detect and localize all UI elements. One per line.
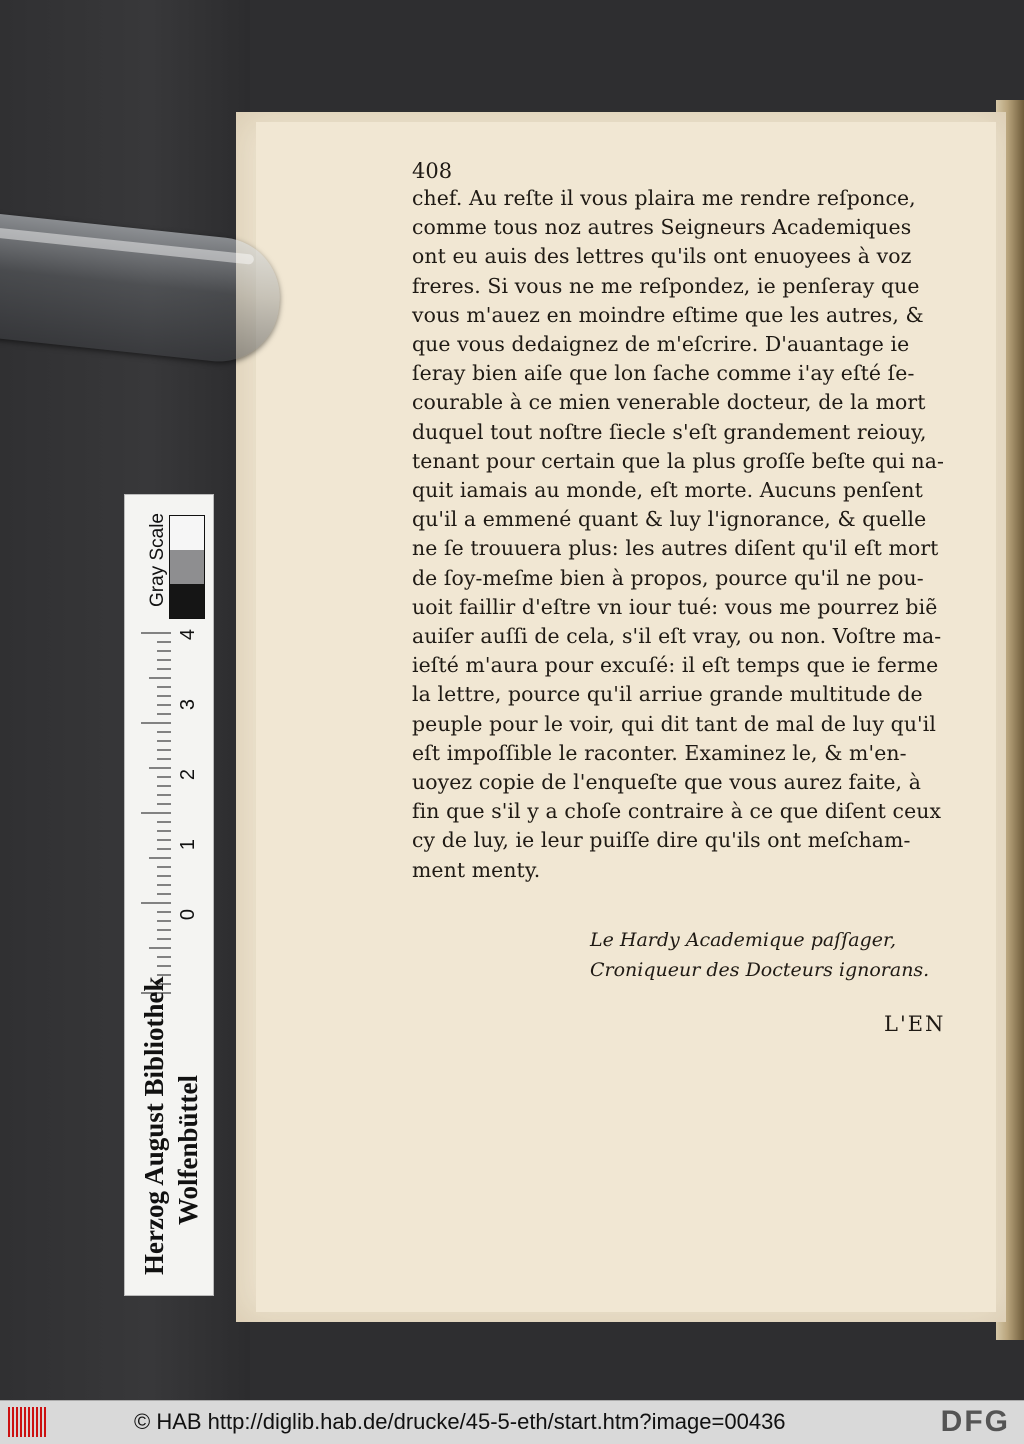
text-line: cy de luy, ie leur puiſſe dire qu'ils ont meſcham- — [412, 828, 911, 853]
text-line: chef. Au reſte il vous plaira me rendre reſponce, — [412, 186, 916, 210]
gray-swatch-mid — [170, 550, 204, 584]
page-text — [412, 158, 972, 885]
text-line: freres. Si vous ne me reſpondez, ie penſeray que — [412, 273, 920, 298]
text-line: eſt impoſſible le raconter. Examinez le, & m'en- — [412, 740, 907, 765]
footer-bar — [0, 1400, 1024, 1444]
text-line: qu'il a emmené quant & luy l'ignorance, & quelle — [412, 507, 927, 532]
text-line: ieſté m'aura pour excuſé: il eſt temps que ie ferme — [412, 653, 939, 678]
text-lines — [412, 184, 972, 885]
barcode-icon — [8, 1407, 48, 1437]
page-number: 408 — [412, 159, 453, 183]
catchword: L'EN — [884, 1012, 946, 1036]
text-line: que vous dedaignez de m'eſcrire. D'auantage ie — [412, 332, 910, 357]
signature — [590, 925, 929, 985]
library-line-2: Wolfenbüttel — [173, 1074, 203, 1225]
text-line: courable à ce mien venerable docteur, de la mort — [412, 390, 926, 415]
ruler-number: 2 — [177, 768, 200, 781]
scale-card — [124, 494, 214, 1296]
text-line: fin que s'il y a choſe contraire à ce que diſent ceux — [412, 799, 942, 824]
text-line: ont eu auis des lettres qu'ils ont enuoyees à voz — [412, 244, 912, 269]
text-line: la lettre, pource qu'il arriue grande multitude de — [412, 682, 923, 707]
ruler-number: 1 — [177, 838, 200, 851]
text-line: comme tous noz autres Seigneurs Academiques — [412, 215, 912, 240]
ruler-number: 3 — [177, 698, 200, 711]
signature-line: Le Hardy Academique paſſager, — [590, 929, 897, 951]
text-line: ſeray bien aiſe que lon ſache comme i'ay eſté ſe- — [412, 361, 915, 386]
text-line: ne ſe trouuera plus: les autres diſent qu'il eſt mort — [412, 536, 939, 561]
text-line: peuple pour le voir, qui dit tant de mal de luy qu'il — [412, 711, 937, 736]
ruler-number: 4 — [177, 628, 200, 641]
gray-scale-label: Gray Scale — [147, 513, 168, 607]
text-line: tenant pour certain que la plus groſſe beſte qui na- — [412, 448, 945, 473]
gray-swatches — [169, 515, 205, 619]
footer-url[interactable]: © HAB http://diglib.hab.de/drucke/45-5-eth/start.htm?image=00436 — [134, 1409, 786, 1434]
library-name — [133, 925, 205, 1285]
ruler-number: 0 — [177, 908, 200, 921]
gray-swatch-dark — [170, 584, 204, 618]
dfg-logo: DFG — [940, 1405, 1010, 1438]
text-line: quit iamais au monde, eſt morte. Aucuns penſent — [412, 478, 923, 503]
text-line: uoyez copie de l'enqueſte que vous aurez faite, à — [412, 770, 921, 795]
text-line: duquel tout noſtre ſiecle s'eſt grandement reiouy, — [412, 419, 927, 444]
gray-swatch-light — [170, 516, 204, 550]
text-line: uoit faillir d'eſtre vn iour tué: vous me pourrez biẽ — [412, 594, 938, 619]
text-line: auiſer auſſi de cela, s'il eſt vray, ou non. Voſtre ma- — [412, 624, 942, 649]
text-line: de ſoy-meſme bien à propos, pource qu'il ne pou- — [412, 565, 924, 590]
text-line: ment menty. — [412, 857, 541, 882]
signature-line: Croniqueur des Docteurs ignorans. — [590, 959, 930, 981]
library-line-1: Herzog August Bibliothek — [139, 976, 169, 1275]
text-line: vous m'auez en moindre eſtime que les autres, & — [412, 302, 924, 327]
